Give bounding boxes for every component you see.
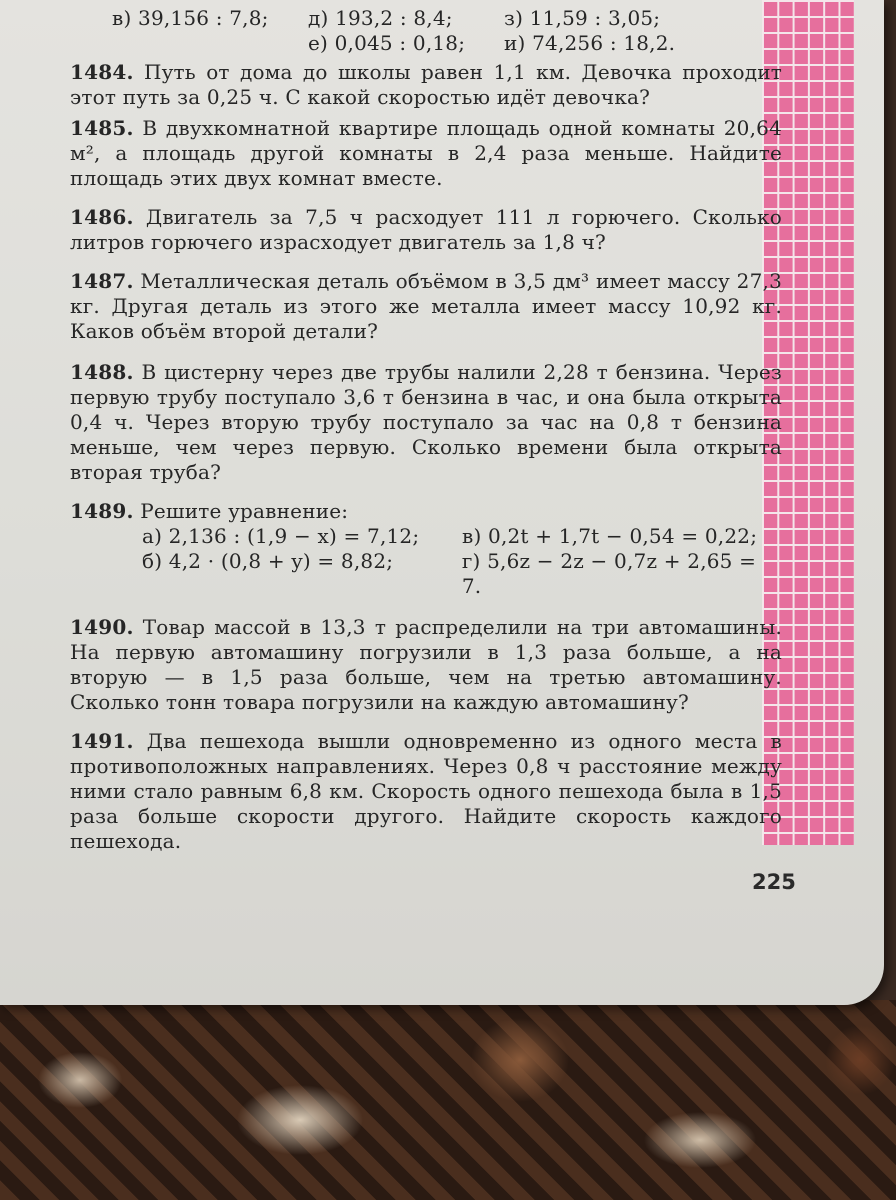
- problem-1489: [42, 499, 782, 524]
- problem-1490: [42, 615, 782, 715]
- problem-number: 1485.: [70, 116, 134, 140]
- exercise-item: и) 74,256 : 18,2.: [504, 31, 676, 55]
- problem-number: 1489.: [70, 499, 134, 523]
- equation-g: г) 5,6z − 2z − 0,7z + 2,65 = 7.: [461, 549, 757, 598]
- equation-b: б) 4,2 · (0,8 + y) = 8,82;: [142, 549, 394, 573]
- equation-row: [42, 549, 782, 599]
- equation-row: [42, 524, 782, 549]
- problem-number: 1486.: [70, 205, 134, 229]
- problem-number: 1484.: [70, 60, 134, 84]
- background-carpet: [0, 1000, 896, 1200]
- problem-text: Путь от дома до школы равен 1,1 км. Девочка проходит этот путь за 0,25 ч. С какой скоростью идёт девочка?: [70, 60, 782, 109]
- problem-text: В двухкомнатной квартире площадь одной комнаты 20,64 м², а площадь другой комнаты в 2,4 раза меньше. Найдите площадь этих двух комнат вместе.: [70, 116, 782, 190]
- page-text: [42, 0, 782, 854]
- problem-number: 1487.: [70, 269, 134, 293]
- problem-text: Товар массой в 13,3 т распределили на три автомашины. На первую автомашину погрузили в 1,3 раза больше, а на вторую — в 1,5 раза больше, чем на третью автомашину. Сколько тонн товара погрузили на каждую автомашину?: [70, 615, 782, 714]
- exercise-item: [112, 31, 308, 56]
- problem-text: Решите уравнение:: [140, 499, 349, 523]
- page-number: 225: [752, 870, 796, 894]
- problem-number: 1488.: [70, 360, 134, 384]
- problem-number: 1490.: [70, 615, 134, 639]
- problem-text: Двигатель за 7,5 ч расходует 111 л горючего. Сколько литров горючего израсходует двигатель за 1,8 ч?: [70, 205, 783, 254]
- problem-1486: [42, 205, 782, 255]
- problem-text: Два пешехода вышли одновременно из одного места в противоположных направлениях. Через 0,8 ч расстояние между ними стало равным 6,8 км. Скорость одного пешехода была в 1,5 раза больше скорости другого. Найдите скорость каждого пешехода.: [70, 729, 782, 853]
- problem-number: 1491.: [70, 729, 134, 753]
- exercise-row: [42, 31, 782, 56]
- exercise-item: з) 11,59 : 3,05;: [504, 6, 661, 30]
- problem-1484: [42, 60, 782, 110]
- problem-1487: [42, 269, 782, 344]
- problem-1488: [42, 360, 782, 485]
- problem-1485: [42, 116, 782, 191]
- equation-a: а) 2,136 : (1,9 − x) = 7,12;: [142, 524, 420, 548]
- exercise-item: д) 193,2 : 8,4;: [308, 6, 453, 30]
- problem-text: В цистерну через две трубы налили 2,28 т бензина. Через первую трубу поступало 3,6 т бензина в час, и она была открыта 0,4 ч. Через вторую трубу поступало за час на 0,8 т бензина меньше, чем через первую. Сколько времени была открыта вторая труба?: [70, 360, 782, 484]
- exercise-item: в) 39,156 : 7,8;: [112, 6, 269, 30]
- problem-1491: [42, 729, 782, 854]
- equation-v: в) 0,2t + 1,7t − 0,54 = 0,22;: [462, 524, 758, 548]
- problem-text: Металлическая деталь объёмом в 3,5 дм³ имеет массу 27,3 кг. Другая деталь из этого же металла имеет массу 10,92 кг. Каков объём второй детали?: [70, 269, 782, 343]
- exercise-item: е) 0,045 : 0,18;: [308, 31, 466, 55]
- exercise-row: [42, 6, 782, 31]
